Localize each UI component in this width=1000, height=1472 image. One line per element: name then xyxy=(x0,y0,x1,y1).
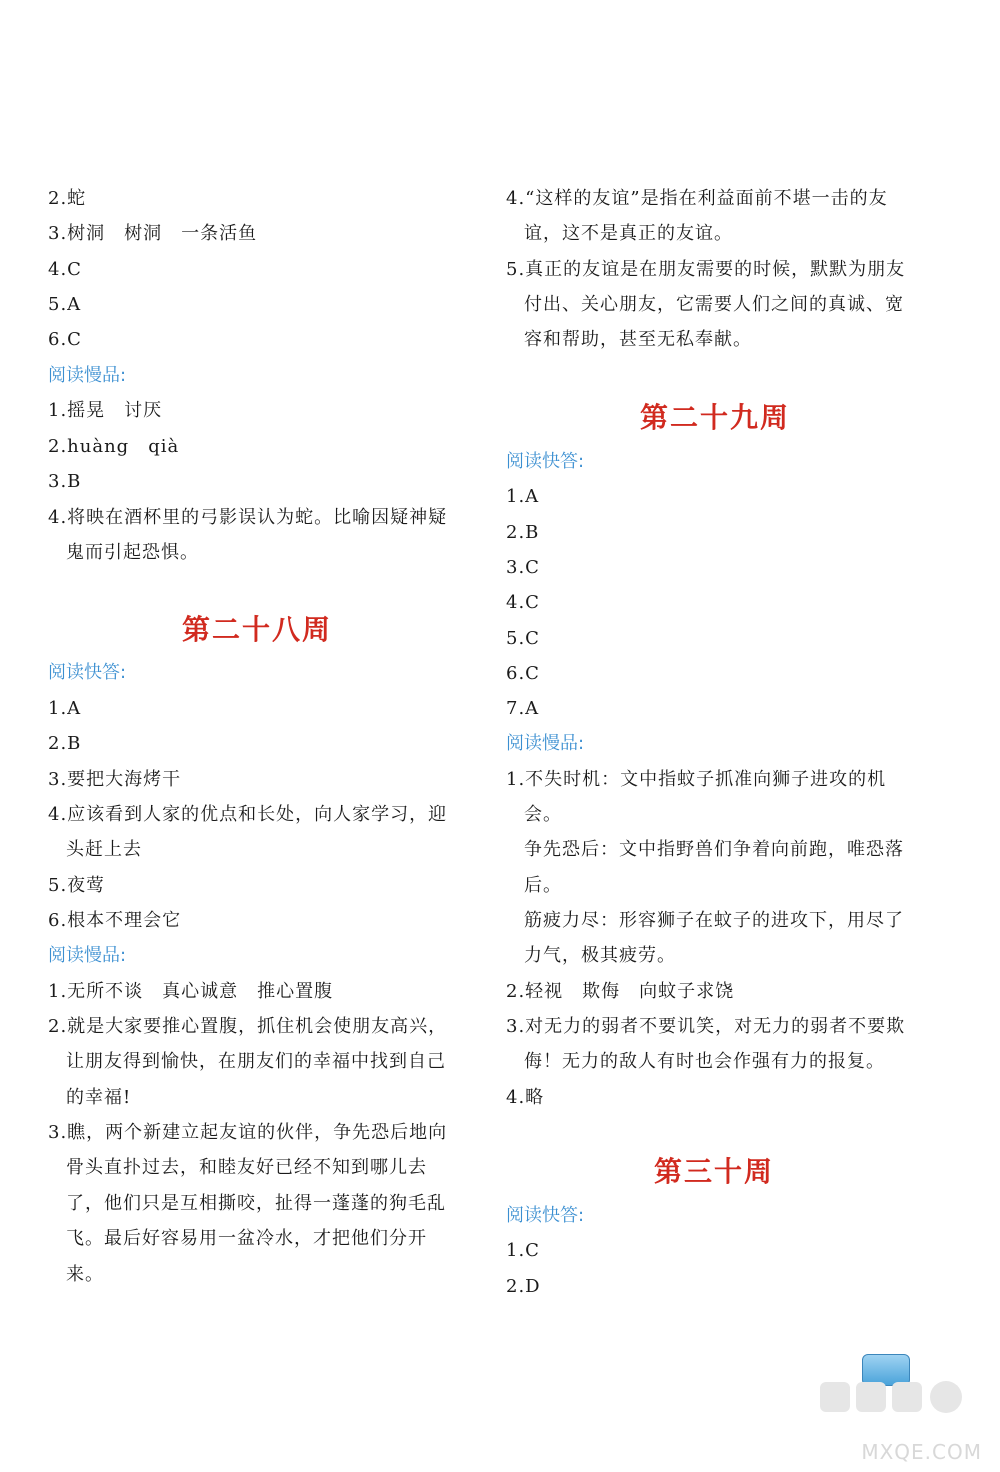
answer-line: 1.摇晃 讨厌 xyxy=(48,400,163,421)
answer-line: 4.“这样的友谊”是指在利益面前不堪一击的友 xyxy=(506,188,888,209)
answer-line: 4.应该看到人家的优点和长处，向人家学习，迎 xyxy=(48,804,448,825)
answer-line: 2.huàng qià xyxy=(48,436,180,457)
answer-line: 鬼而引起恐惧。 xyxy=(66,542,199,563)
section-heading-quick-answers: 阅读快答: xyxy=(48,662,127,683)
answer-line: 6.C xyxy=(48,329,82,350)
answer-line: 4.C xyxy=(48,259,82,280)
answer-line: 力气，极其疲劳。 xyxy=(524,945,676,966)
answer-line: 的幸福! xyxy=(66,1087,132,1108)
answer-line: 了，他们只是互相撕咬，扯得一蓬蓬的狗毛乱 xyxy=(66,1193,446,1214)
answer-line: 3.对无力的弱者不要讥笑，对无力的弱者不要欺 xyxy=(506,1016,906,1037)
answer-line: 侮！无力的敌人有时也会作强有力的报复。 xyxy=(524,1051,885,1072)
section-heading-slow-reading: 阅读慢品: xyxy=(48,365,127,386)
week-30-title: 第三十周 xyxy=(654,1155,775,1188)
answer-line: 2.B xyxy=(506,522,540,543)
answer-line: 飞。最后好容易用一盆冷水，才把他们分开 xyxy=(66,1228,427,1249)
answer-line: 6.C xyxy=(506,663,540,684)
section-heading-quick-answers: 阅读快答: xyxy=(506,451,585,472)
answer-line: 6.根本不理会它 xyxy=(48,910,182,931)
week-28-title: 第二十八周 xyxy=(182,613,333,646)
answer-line: 会。 xyxy=(524,804,562,825)
answer-line: 4.C xyxy=(506,592,540,613)
answer-line: 2.就是大家要推心置腹，抓住机会使朋友高兴， xyxy=(48,1016,448,1037)
answer-line: 5.A xyxy=(48,294,82,315)
answer-line: 1.C xyxy=(506,1240,540,1261)
answer-line: 谊，这不是真正的友谊。 xyxy=(524,223,733,244)
answer-line: 5.真正的友谊是在朋友需要的时候，默默为朋友 xyxy=(506,259,906,280)
watermark-text: MXQE.COM xyxy=(861,1440,982,1464)
answer-line: 1.无所不谈 真心诚意 推心置腹 xyxy=(48,981,334,1002)
watermark-logo-icon xyxy=(818,1378,988,1448)
answer-line: 付出、关心朋友，它需要人们之间的真诚、宽 xyxy=(524,294,904,315)
answer-line: 3.B xyxy=(48,471,82,492)
answer-line: 骨头直扑过去，和睦友好已经不知到哪儿去 xyxy=(66,1157,427,1178)
answer-line: 2.D xyxy=(506,1276,541,1297)
section-heading-quick-answers: 阅读快答: xyxy=(506,1205,585,1226)
answer-line: 3.要把大海烤干 xyxy=(48,769,182,790)
answer-line: 2.蛇 xyxy=(48,188,87,209)
answer-line: 4.略 xyxy=(506,1087,545,1108)
answer-line: 2.B xyxy=(48,733,82,754)
answer-line: 后。 xyxy=(524,875,562,896)
answer-line: 2.轻视 欺侮 向蚊子求饶 xyxy=(506,981,735,1002)
answer-line: 容和帮助，甚至无私奉献。 xyxy=(524,329,752,350)
answer-line: 争先恐后：文中指野兽们争着向前跑，唯恐落 xyxy=(524,839,904,860)
answer-line: 3.C xyxy=(506,557,540,578)
answer-line: 3.瞧，两个新建立起友谊的伙伴，争先恐后地向 xyxy=(48,1122,448,1143)
answer-line: 头赶上去 xyxy=(66,839,142,860)
week-29-title: 第二十九周 xyxy=(640,401,791,434)
answer-line: 3.树洞 树洞 一条活鱼 xyxy=(48,223,258,244)
answer-line: 让朋友得到愉快，在朋友们的幸福中找到自己 xyxy=(66,1051,446,1072)
answer-line: 5.夜莺 xyxy=(48,875,106,896)
answer-line: 来。 xyxy=(66,1264,104,1285)
answer-line: 4.将映在酒杯里的弓影误认为蛇。比喻因疑神疑 xyxy=(48,507,448,528)
answer-line: 1.A xyxy=(506,486,540,507)
section-heading-slow-reading: 阅读慢品: xyxy=(48,945,127,966)
answer-line: 7.A xyxy=(506,698,540,719)
section-heading-slow-reading: 阅读慢品: xyxy=(506,733,585,754)
answer-line: 1.A xyxy=(48,698,82,719)
answer-line: 筋疲力尽：形容狮子在蚊子的进攻下，用尽了 xyxy=(524,910,904,931)
answer-line: 1.不失时机：文中指蚊子抓准向狮子进攻的机 xyxy=(506,769,887,790)
answer-line: 5.C xyxy=(506,628,540,649)
